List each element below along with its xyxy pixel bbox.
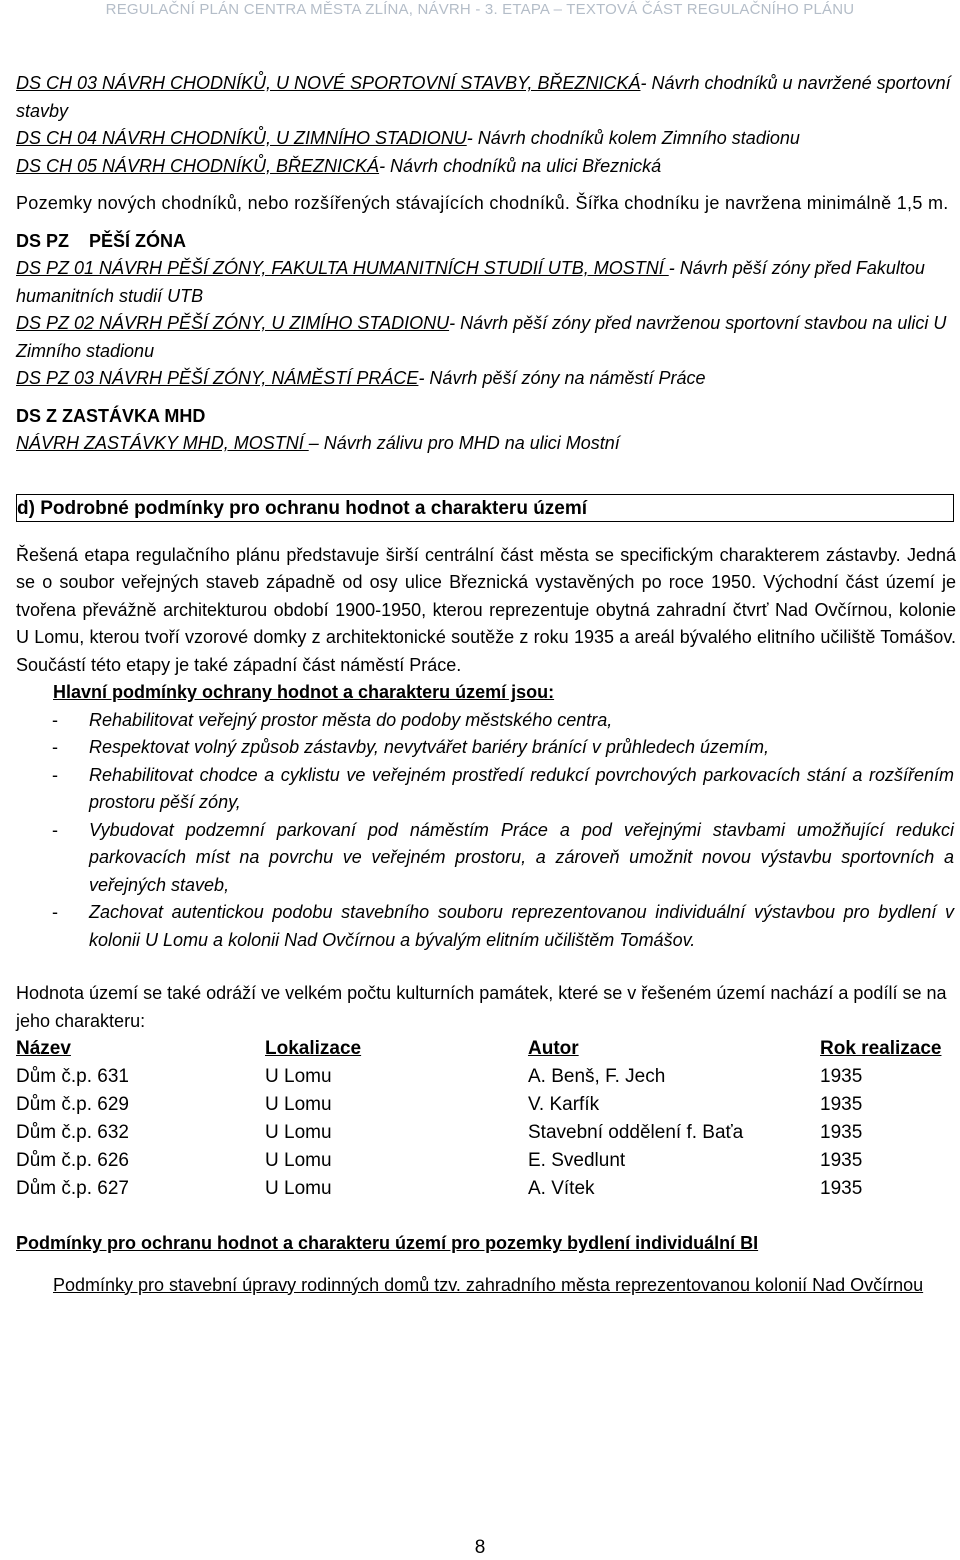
table-cell: 1935 <box>820 1066 863 1087</box>
condition-item: - Rehabilitovat chodce a cyklistu ve veřejném prostředí redukcí povrchových parkovacích stání a rozšířením prostoru pěší zóny, <box>52 764 954 812</box>
table-cell: U Lomu <box>265 1122 332 1143</box>
ch-03-label: DS CH 03 NÁVRH CHODNÍKŮ, U NOVÉ SPORTOVNÍ STAVBY, BŘEZNICKÁ <box>16 73 641 93</box>
table-cell: U Lomu <box>265 1094 332 1115</box>
pz-title: DS PZ PĚŠÍ ZÓNA <box>16 230 187 251</box>
table-cell: A. Benš, F. Jech <box>528 1066 666 1087</box>
z-item <box>16 430 956 458</box>
table-cell: Dům č.p. 632 <box>16 1122 129 1143</box>
table-cell: U Lomu <box>265 1150 332 1171</box>
monuments-intro: Hodnota území se také odráží ve velkém počtu kulturních památek, které se v řešeném území nachází a podílí se na jeho charakteru: <box>16 983 947 1031</box>
pz-02 <box>16 310 956 365</box>
ch-04-label: DS CH 04 NÁVRH CHODNÍKŮ, U ZIMNÍHO STADIONU <box>16 128 467 148</box>
table-header-year: Rok realizace <box>820 1038 942 1059</box>
bi-subheading: Podmínky pro stavební úpravy rodinných domů tzv. zahradního města reprezentovanou kolonií Nad Ovčírnou <box>53 1274 924 1295</box>
table-cell: 1935 <box>820 1122 863 1143</box>
table-cell: Stavební oddělení f. Baťa <box>528 1122 744 1143</box>
pz-02-desc: - Návrh pěší zóny před navrženou sportovní stavbou na ulici U Zimního stadionu <box>16 313 947 361</box>
table-header-name: Název <box>16 1038 71 1059</box>
ch-05-desc: - Návrh chodníků na ulici Březnická <box>379 155 662 176</box>
table-cell: 1935 <box>820 1094 863 1115</box>
table-cell: A. Vítek <box>528 1178 595 1199</box>
ch-04 <box>16 125 956 153</box>
section-d-intro: Řešená etapa regulačního plánu představuje širší centrální část města se specifickým charakterem zástavby. Jedná se o soubor veřejných staveb západně od osy ulice Březnická vystavěných po roce 1950. Východní část území je tvořena převážně architekturou období 1900-1950, kterou reprezentuje obytná zahradní čtvrť Nad Ovčírnou, kolonie U Lomu, kterou tvoří vzorové domky z architektonické soutěže z roku 1935 a areál bývalého elitního učiliště Tomášov. Součástí této etapy je také západní část náměstí Práce. <box>16 544 956 675</box>
table-header-location: Lokalizace <box>265 1038 362 1059</box>
pz-03-desc: - Návrh pěší zóny na náměstí Práce <box>418 368 706 388</box>
pz-01 <box>16 255 956 310</box>
table-header-author: Autor <box>528 1038 579 1059</box>
conditions-list <box>16 707 956 955</box>
document-body <box>16 70 956 1299</box>
ch-04-desc: - Návrh chodníků kolem Zimního stadionu <box>466 128 800 148</box>
pz-01-label: DS PZ 01 NÁVRH PĚŠÍ ZÓNY, FAKULTA HUMANITNÍCH STUDIÍ UTB, MOSTNÍ <box>16 258 669 278</box>
condition-item: - Zachovat autentickou podobu stavebního souboru reprezentovanou individuální výstavbou pro bydlení v kolonii U Lomu a kolonii Nad Ovčírnou a bývalým elitním učilištěm Tomášov. <box>52 902 954 950</box>
page-header: REGULAČNÍ PLÁN CENTRA MĚSTA ZLÍNA, NÁVRH - 3. ETAPA – TEXTOVÁ ČÁST REGULAČNÍHO PLÁNU <box>105 1 855 18</box>
pz-03 <box>16 365 956 393</box>
table-cell: E. Svedlunt <box>528 1150 626 1171</box>
pz-01-desc: - Návrh pěší zóny před Fakultou humanitních studií UTB <box>16 258 925 306</box>
condition-item: - Respektovat volný způsob zástavby, nevytvářet bariéry bránící v průhledech územím, <box>52 737 769 757</box>
table-cell: Dům č.p. 629 <box>16 1094 129 1115</box>
table-cell: U Lomu <box>265 1178 332 1199</box>
ch-03 <box>16 70 956 125</box>
z-title: DS Z ZASTÁVKA MHD <box>16 405 206 426</box>
ch-05 <box>16 153 956 181</box>
ch-03-desc: - Návrh chodníků u navržené sportovní stavby <box>16 73 951 121</box>
section-d-title: d) Podrobné podmínky pro ochranu hodnot a charakteru území <box>16 494 954 522</box>
table-cell: 1935 <box>820 1150 863 1171</box>
table-cell: 1935 <box>820 1178 863 1199</box>
table-cell: Dům č.p. 627 <box>16 1178 129 1199</box>
table-cell: V. Karfík <box>528 1094 600 1115</box>
table-cell: U Lomu <box>265 1066 332 1087</box>
z-label: NÁVRH ZASTÁVKY MHD, MOSTNÍ <box>16 433 309 453</box>
pz-03-label: DS PZ 03 NÁVRH PĚŠÍ ZÓNY, NÁMĚSTÍ PRÁCE <box>16 368 419 388</box>
monuments-table <box>16 1035 956 1203</box>
pz-02-label: DS PZ 02 NÁVRH PĚŠÍ ZÓNY, U ZIMÍHO STADIONU <box>16 313 450 333</box>
table-cell: Dům č.p. 626 <box>16 1150 129 1171</box>
conditions-heading: Hlavní podmínky ochrany hodnot a charakteru území jsou: <box>53 682 555 702</box>
table-cell: Dům č.p. 631 <box>16 1066 129 1087</box>
z-desc: – Návrh zálivu pro MHD na ulici Mostní <box>308 433 620 453</box>
page-number: 8 <box>474 1537 486 1558</box>
condition-item: - Vybudovat podzemní parkovaní pod náměstím Práce a pod veřejnými stavbami umožňující redukci parkovacích míst na povrchu ve veřejném prostoru, a zároveň umožnit novou výstavbu sportovních a veřejných staveb, <box>52 819 954 895</box>
ch-note: Pozemky nových chodníků, nebo rozšířených stávajících chodníků. Šířka chodníku je navržena minimálně 1,5 m. <box>16 193 949 213</box>
condition-item: - Rehabilitovat veřejný prostor města do podoby městského centra, <box>52 709 613 730</box>
ch-05-label: DS CH 05 NÁVRH CHODNÍKŮ, BŘEZNICKÁ <box>16 155 380 176</box>
bi-heading: Podmínky pro ochranu hodnot a charakteru území pro pozemky bydlení individuální BI <box>16 1233 759 1253</box>
